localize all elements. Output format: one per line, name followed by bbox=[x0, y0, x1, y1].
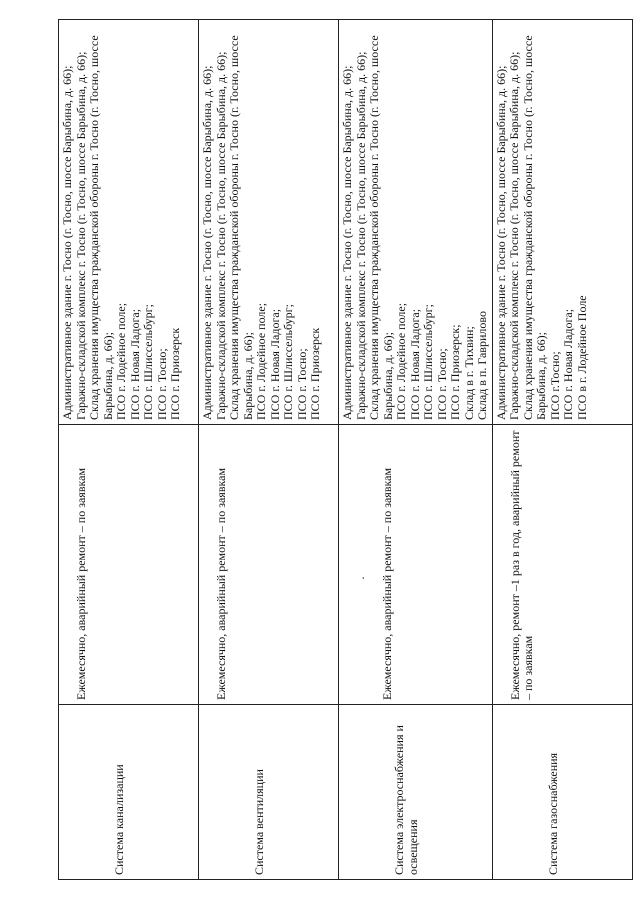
object-line: Барыбина, д. 66); bbox=[100, 332, 115, 420]
frequency-text: Ежемесячно, аварийный ремонт – по заявкам bbox=[214, 467, 228, 700]
system-name: Система вентиляции bbox=[252, 769, 266, 875]
object-line: ПСО г. Тосно; bbox=[154, 348, 169, 420]
system-name: Система электроснабжения и освещения bbox=[392, 725, 420, 875]
table-row bbox=[199, 20, 339, 880]
object-line: Гаражно-складской комплекс г. Тосно (г. Тосно, шоссе Барыбина, д. 66); bbox=[353, 51, 368, 420]
frequency-text: Ежемесячно, аварийный ремонт – по заявкам bbox=[380, 467, 394, 700]
object-line: Административное здание г. Тосно (г. Тосно, шоссе Барыбина, д. 66); bbox=[340, 65, 354, 420]
objects-cell bbox=[59, 20, 199, 425]
object-line: ПСО г. Шлиссельбург; bbox=[281, 304, 295, 420]
frequency-cell bbox=[199, 425, 339, 705]
object-line: Барыбина, д. 66); bbox=[534, 332, 548, 420]
frequency-cell bbox=[59, 425, 199, 705]
object-line: Административное здание г. Тосно (г. Тосно, шоссе Барыбина, д. 66); bbox=[493, 65, 508, 420]
system-cell bbox=[339, 705, 493, 880]
object-line: Склад хранения имущества гражданской обороны г. Тосно (г. Тосно, шоссе bbox=[367, 35, 381, 420]
system-name: Система газоснабжения bbox=[545, 752, 560, 875]
system-cell bbox=[199, 705, 339, 880]
object-line: ПСО в г. Лодейное Поле bbox=[574, 295, 589, 420]
object-line: Барыбина, д. 66); bbox=[240, 332, 255, 420]
object-line: ПСО г. Шлиссельбург; bbox=[141, 304, 155, 420]
table-row bbox=[339, 20, 493, 880]
frequency-text: Ежемесячно, аварийный ремонт – по заявкам bbox=[74, 467, 88, 700]
system-cell bbox=[492, 705, 632, 880]
object-line: ПСО г. Новая Ладога; bbox=[561, 308, 575, 420]
object-line: ПСО г. Тосно; bbox=[434, 348, 449, 420]
system-name: Система канализации bbox=[112, 764, 126, 875]
system-cell bbox=[59, 705, 199, 880]
object-line: ПСО г. Шлиссельбург; bbox=[421, 304, 435, 420]
frequency-cell bbox=[339, 425, 493, 705]
object-line: Гаражно-складской комплекс г. Тосно (г. Тосно, шоссе Барыбина, д. 66); bbox=[73, 51, 88, 420]
object-line: ПСО г. Приозерск; bbox=[448, 324, 462, 420]
table-row bbox=[59, 20, 199, 880]
object-line: Гаражно-складской комплекс г. Тосно (г. Тосно, шоссе Барыбина, д. 66); bbox=[213, 51, 228, 420]
object-line: Административное здание г. Тосно (г. Тосно, шоссе Барыбина, д. 66); bbox=[200, 65, 214, 420]
object-line: Барыбина, д. 66); bbox=[380, 332, 395, 420]
object-line: ПСО г. Приозерск bbox=[168, 327, 182, 420]
object-line: Склад хранения имущества гражданской обороны г. Тосно (г. Тосно, шоссе bbox=[87, 35, 101, 420]
object-line: Склад хранения имущества гражданской обороны г. Тосно (г. Тосно, шоссе bbox=[520, 35, 535, 420]
object-line: ПСО г.Тосно; bbox=[547, 351, 562, 420]
object-line: ПСО г. Тосно; bbox=[294, 348, 309, 420]
object-line: Административное здание г. Тосно (г. Тосно, шоссе Барыбина, д. 66); bbox=[60, 65, 74, 420]
object-line: Гаражно-складской комплекс г. Тосно (г. Тосно, шоссе Барыбина, д. 66); bbox=[507, 51, 521, 420]
object-line: ПСО г. Лодейное поле; bbox=[254, 302, 268, 420]
object-line: ПСО г. Лодейное поле; bbox=[394, 302, 408, 420]
objects-cell bbox=[199, 20, 339, 425]
frequency-text: Ежемесячно, ремонт –1 раз в год, аварийный ремонт – по заявкам bbox=[507, 430, 535, 700]
object-line: ПСО г. Новая Ладога; bbox=[267, 308, 282, 420]
stray-mark: · bbox=[356, 576, 370, 580]
object-line: Склад в г. Тихвин; bbox=[461, 326, 476, 420]
object-line: ПСО г. Новая Ладога; bbox=[127, 308, 142, 420]
frequency-cell bbox=[492, 425, 632, 705]
object-line: ПСО г. Лодейное поле; bbox=[114, 302, 128, 420]
objects-cell bbox=[339, 20, 493, 425]
objects-cell bbox=[492, 20, 632, 425]
object-line: Склад в п. Гаврилово bbox=[475, 311, 489, 420]
object-line: ПСО г. Приозерск bbox=[308, 327, 322, 420]
table-row bbox=[492, 20, 632, 880]
maintenance-table bbox=[58, 19, 633, 880]
object-line: ПСО г. Новая Ладога; bbox=[407, 308, 422, 420]
object-line: Склад хранения имущества гражданской обороны г. Тосно (г. Тосно, шоссе bbox=[227, 35, 241, 420]
